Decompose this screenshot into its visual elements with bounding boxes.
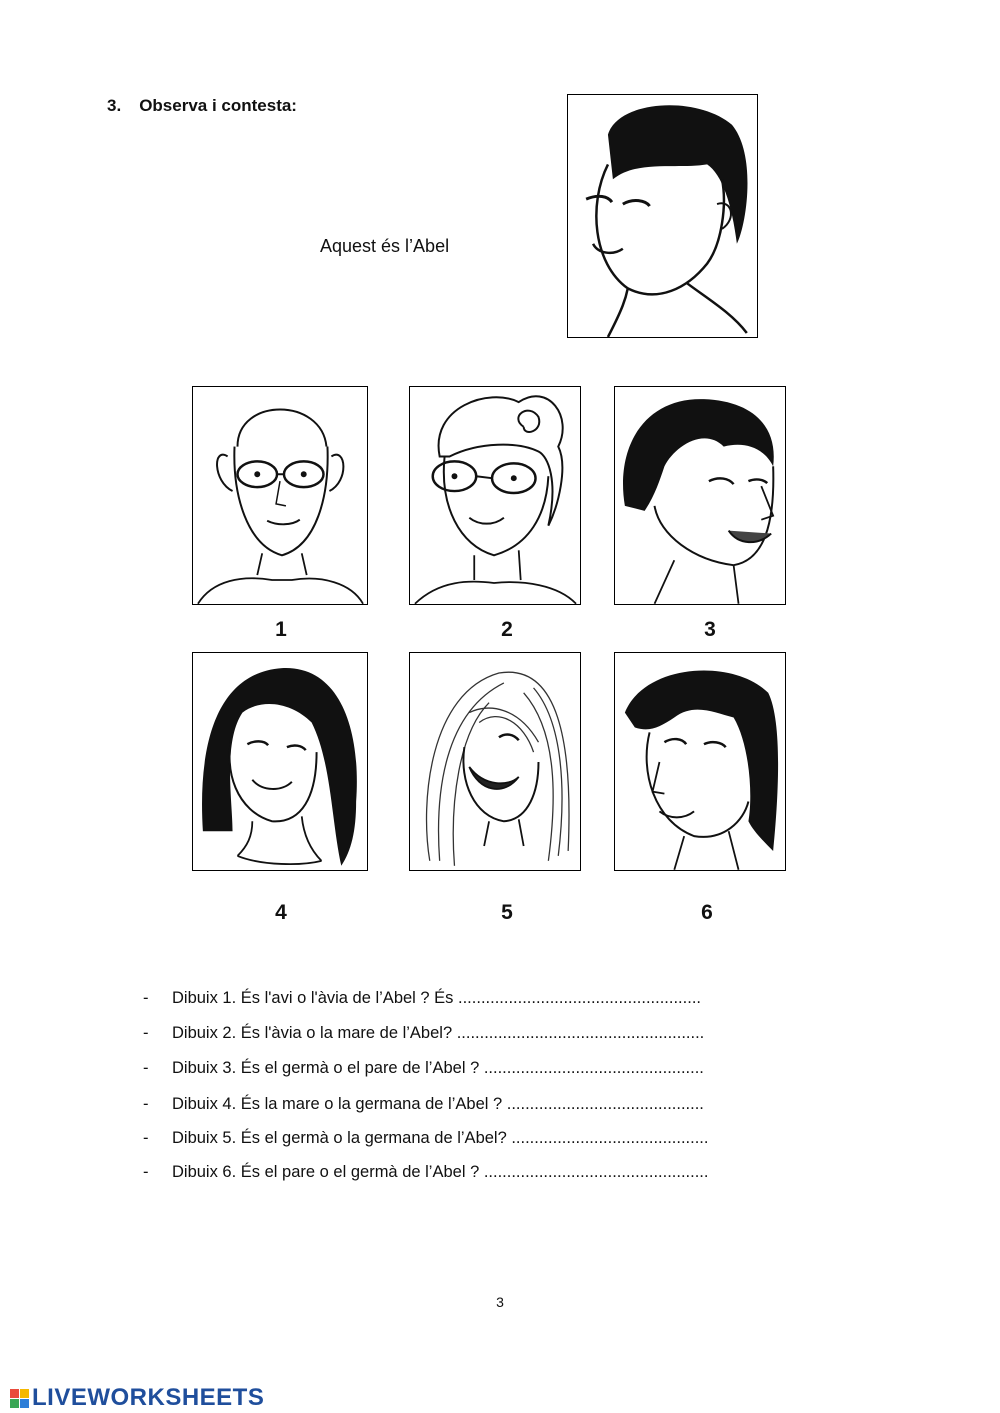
boy-portrait-icon <box>568 95 757 337</box>
portrait-label-6: 6 <box>701 901 713 924</box>
question-1[interactable]: - Dibuix 1. És l'avi o l'àvia de l’Abel ? És ..................................................... <box>143 989 701 1007</box>
portrait-label-4: 4 <box>275 901 287 924</box>
question-6-text: Dibuix 6. És el pare o el germà de l’Abel ? ................................................. <box>172 1163 709 1181</box>
question-2[interactable]: - Dibuix 2. És l'àvia o la mare de l’Abel? ...................................................... <box>143 1024 705 1042</box>
question-6[interactable]: - Dibuix 6. És el pare o el germà de l’Abel ? ................................................. <box>143 1163 709 1181</box>
question-4-text: Dibuix 4. És la mare o la germana de l’Abel ? ........................................... <box>172 1095 704 1113</box>
portrait-6 <box>614 652 786 871</box>
intro-text: Aquest és l’Abel <box>320 236 450 256</box>
grandfather-portrait-icon <box>193 387 367 604</box>
question-3[interactable]: - Dibuix 3. És el germà o el pare de l’Abel ? ................................................ <box>143 1059 704 1077</box>
portrait-5 <box>409 652 581 871</box>
portrait-label-5: 5 <box>501 901 513 924</box>
grandmother-portrait-icon <box>410 387 580 604</box>
question-5[interactable]: - Dibuix 5. És el germà o la germana de l’Abel? ........................................... <box>143 1129 709 1147</box>
portrait-label-2: 2 <box>501 618 513 641</box>
portrait-label-1: 1 <box>275 618 287 641</box>
portrait-label-3: 3 <box>704 618 716 641</box>
logo-blocks-icon <box>10 1389 29 1408</box>
brother-portrait-icon <box>615 653 785 870</box>
exercise-title: Observa i contesta: <box>139 96 297 115</box>
portrait-4 <box>192 652 368 871</box>
question-2-text: Dibuix 2. És l'àvia o la mare de l’Abel? ...................................................... <box>172 1024 705 1042</box>
portrait-3 <box>614 386 786 605</box>
sister-portrait-icon <box>410 653 580 870</box>
page-number: 3 <box>496 1294 504 1310</box>
question-3-text: Dibuix 3. És el germà o el pare de l’Abel ? ................................................ <box>172 1059 704 1077</box>
question-4[interactable]: - Dibuix 4. És la mare o la germana de l’Abel ? ........................................... <box>143 1095 704 1113</box>
exercise-heading <box>107 96 297 116</box>
mother-portrait-icon <box>193 653 367 870</box>
portrait-2 <box>409 386 581 605</box>
father-portrait-icon <box>615 387 785 604</box>
portrait-1 <box>192 386 368 605</box>
question-5-text: Dibuix 5. És el germà o la germana de l’Abel? ........................................... <box>172 1129 709 1147</box>
footer-logo[interactable] <box>10 1384 264 1412</box>
question-1-text: Dibuix 1. És l'avi o l'àvia de l’Abel ? És ..................................................... <box>172 989 701 1007</box>
brand-name: LIVEWORKSHEETS <box>32 1384 265 1411</box>
abel-portrait <box>567 94 758 338</box>
exercise-number: 3. <box>107 96 122 115</box>
